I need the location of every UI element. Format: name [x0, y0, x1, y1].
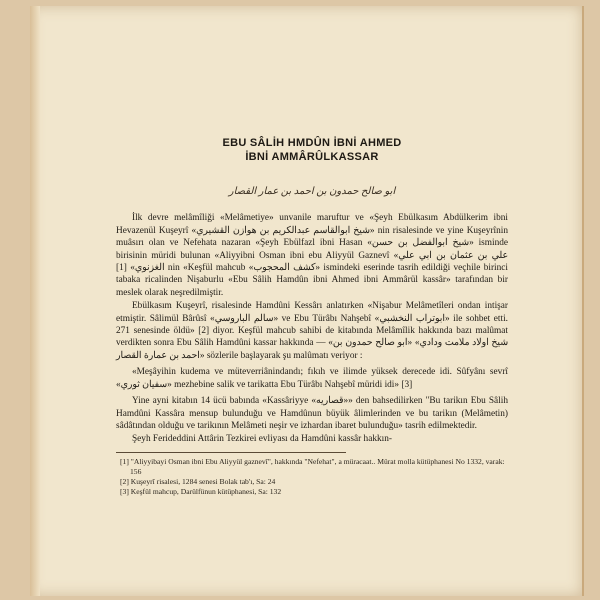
arabic-subtitle: ابو صالح حمدون بن احمد بن عمار القصار: [228, 186, 396, 197]
footnote-2: [2] Kuşeyrî risalesi, 1284 senesi Bolak tab'ı, Sa: 24: [120, 476, 276, 486]
chapter-title-line-2: İBNİ AMMÂRÛLKASSAR: [245, 151, 379, 163]
paragraph-2: Ebülkasım Kuşeyrî, risalesinde Hamdûni Kessârı anlatırken «Nişabur Melâmetîleri ondan intişar etmiştir. Sâlimül Bârûsî «سالم الباروسي» ve Ebu Türâbı Nahşebî «ابوتراب النخشبي» ile sohbet etti. 271 senesinde öldü» [2] diyor. Keşfül mahcub sahibi de kitabında Melâmîlik hakkında bazı malûmat verdikten sonra Ebu Sâlih Hamdûni kassar hakkında — «شيخ اولاد ملامت ودادي» «ابو صالح حمدون بن احمد بن عمارة القصار» sözlerile başlayarak şu malûmatı veriyor :: [116, 301, 508, 361]
paragraph-3: Yine ayni kitabın 14 ücü babında «Kassâriyye «قصاريه»» den bahsedilirken "Bu tarikın Ebu Sâlih Hamdûni Kassâra mensup bulunduğu ve Hamdûnun büyük âlimlerinden ve bu tarikın (Melâmetin) sâdâtından olduğu ve tarikının Melâmeti neşir ve izhardan ibaret bulunduğu» tasrih edilmektedir.: [116, 396, 508, 431]
paragraph-4: Şeyh Ferideddini Attârin Tezkirei evliyası da Hamdûni kassâr hakkın-: [132, 434, 392, 445]
chapter-title: [116, 136, 508, 164]
paragraph-1: İlk devre melâmîliği «Melâmetiye» unvanile maruftur ve «Şeyh Ebülkasım Abdülkerim ibni Hevazenül Kuşeyrî «شيخ ابوالقاسم عبدالكريم بن هوازن القشيري» nin risalesinde ve yine Kuşeyrînin muâsırı olan ve Nefehata nazaran «Şeyh Ebülfazl ibni Hasan «شيخ ابوالفضل بن حسن» isminde birisinin müridi bulunan «Aliyyibni Osman ibni ebu Aliyyül Gaznevî «علي بن عثمان بن ابي علي الغزنوي» [1] nin «Keşfül mahcub «كشف المحجوب» ismindeki eserinde tasrih edildiği veçhile birinci tabaka ricalinden Nişaburlu «Ebu Sâlih Hamdûn ibni Ahmed ibni Ammârül kassâr» tarafından bir meslek olarak neşredilmiştir.: [116, 213, 509, 298]
chapter-title-line-1: EBU SÂLİH HMDÛN İBNİ AHMED: [222, 137, 402, 149]
book-page: [30, 6, 584, 596]
block-quote: «Meşâyihin kudema ve müteverriânindandı; fıkıh ve ilimde yüksek derecede idi. Sûfyânı sevrî «سفيان ثوري» mezhebine salik ve tarikatta Ebu Türâbı Nahşebî müridi idi» [3]: [116, 367, 508, 390]
footnote-3: [3] Keşfül mahcup, Darülfünun kütüphanesi, Sa: 132: [120, 486, 282, 496]
page-content: [116, 136, 508, 497]
footnotes: [116, 457, 508, 497]
footnote-divider: [116, 452, 346, 453]
page-binding-edge: [30, 6, 40, 596]
footnote-1: [1] "Aliyyibayi Osman ibni Ebu Aliyyül gaznevî", hakkında "Nefehat", a müracaat.. Mürat molla kütüphanesi No 1332, varak: 156: [120, 456, 505, 476]
